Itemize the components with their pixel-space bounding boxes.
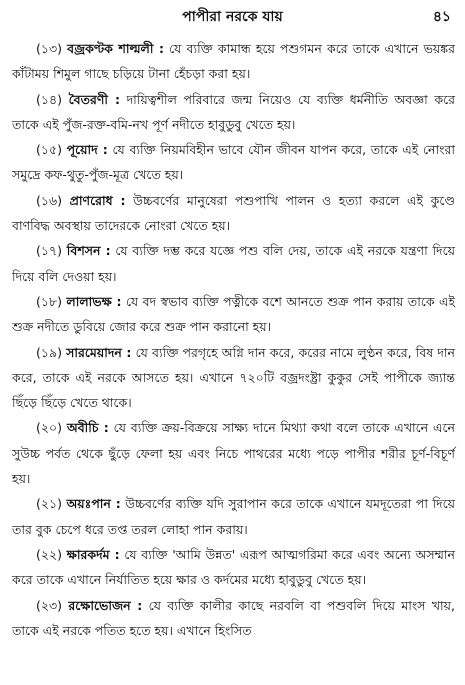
entry-14 xyxy=(12,87,455,138)
entry-name: অয়ঃপান : xyxy=(66,496,121,512)
entry-text: যে ব্যক্তি ক্রয়-বিক্রয়ে সাক্ষ্য দানে মিথ্যা কথা বলে তাকে এখানে এনে সুউচ্চ পর্বত থেকে ছুঁড়ে ফেলা হয় এবং নিচে পাথরের মধ্যে পড়ে পাপীর শরীর চূর্ণ-বিচূর্ণ হয়। xyxy=(12,420,455,487)
page-number: ৪১ xyxy=(432,9,451,25)
entry-text: যে ব্যক্তি পরগৃহে অগ্নি দান করে, করের নামে লুণ্ঠন করে, বিষ দান করে, তাকে এই নরকে আসতে হয়। এখানে ৭২০টি বজ্রদংষ্ট্রা কুকুর সেই পাপীকে জ্যান্ত ছিঁড়ে ছিঁড়ে খেতে থাকে। xyxy=(12,344,455,411)
page-header xyxy=(0,6,465,30)
entry-number: (২০) xyxy=(36,420,63,436)
entry-text: যে ব্যক্তি কালীর কাছে নরবলি বা পশুবলি দিয়ে মাংস খায়, তাকে এই নরকে পতিত হতে হয়। এখানে হিংসিত xyxy=(12,597,455,638)
entry-22 xyxy=(12,542,455,593)
entry-number: (২২) xyxy=(36,546,63,562)
entry-name: লালাভক্ষ : xyxy=(66,293,122,309)
body-text xyxy=(12,36,455,643)
entry-number: (১৬) xyxy=(36,192,62,208)
entry-name: প্রাণরোধ : xyxy=(69,192,126,208)
entry-name: অবীচি : xyxy=(66,420,109,436)
entry-text: যে ব্যক্তি দম্ভ করে যজ্ঞে পশু বলি দেয়, তাকে এই নরকে যন্ত্রণা দিয়ে দিয়ে বলি দেওয়া হয়। xyxy=(12,243,455,284)
entry-text: যে ব্যক্তি নিয়মবিহীন ভাবে যৌন জীবন যাপন করে, তাকে এই নোংরা সমুদ্রে কফ-থুতু-পুঁজ-মূত্র খেতে হয়। xyxy=(12,142,455,183)
entry-18 xyxy=(12,289,455,340)
entry-text: যে ব্যক্তি কামান্ধ হয়ে পশুগমন করে তাকে এখানে ভয়ঙ্কর কাঁটাময় শিমুল গাছে চড়িয়ে টানা হেঁচড়া করা হয়। xyxy=(12,41,455,82)
entry-19 xyxy=(12,340,455,416)
entry-number: (২১) xyxy=(36,496,62,512)
entry-number: (১৪) xyxy=(36,91,62,107)
entry-number: (২৩) xyxy=(36,597,63,613)
entry-text: যে বদ স্বভাব ব্যক্তি পত্নীকে বশে আনতে শুক্র পান করায় তাকে এই শুক্র নদীতে ডুবিয়ে জোর করে শুক্র পান করানো হয়। xyxy=(12,293,456,335)
entry-16 xyxy=(12,188,455,239)
entry-text: দায়িত্বশীল পরিবারে জন্ম নিয়েও যে ব্যক্তি ধর্মনীতি অবজ্ঞা করে তাকে এই পুঁজ-রক্ত-বমি-নখ পূর্ণ নদীতে হাবুডুবু খেতে হয়। xyxy=(12,91,455,132)
entry-15 xyxy=(12,137,455,188)
entry-number: (১৩) xyxy=(36,41,62,56)
running-title: পাপীরা নরকে যায় xyxy=(182,9,283,25)
entry-name: রক্ষোভোজন : xyxy=(68,597,143,613)
entry-name: বৈতরণী : xyxy=(68,91,120,107)
entry-text: উচ্চবর্ণের ব্যক্তি যদি সুরাপান করে তাকে এখানে যমদূতেরা পা দিয়ে তার বুক চেপে ধরে তপ্ত তরল লোহা পান করায়। xyxy=(12,496,455,537)
entry-name: পূয়োদ : xyxy=(66,142,108,158)
entry-text: উচ্চবর্ণের মানুষেরা পশুপাখি পালন ও হত্যা করলে এই কুণ্ডে বাণবিদ্ধ অবস্থায় তাদেরকে নোংরা খেতে হয়। xyxy=(12,192,455,234)
entry-17 xyxy=(12,238,455,289)
entry-text: যে ব্যক্তি 'আমি উন্নত' এরূপ আত্মগরিমা করে এবং অন্যে অসম্মান করে তাকে এখানে নির্যাতিত হয়ে ক্ষার ও কর্দমের মধ্যে হাবুডুবু খেতে হয়। xyxy=(12,546,455,588)
entry-name: বজ্রকণ্টক শাল্মলী : xyxy=(67,41,164,56)
entry-name: ক্ষারকর্দম : xyxy=(66,546,120,562)
entry-number: (১৭) xyxy=(36,243,62,259)
entry-number: (১৫) xyxy=(36,142,62,158)
entry-name: সারমেয়াদন : xyxy=(66,344,132,360)
entry-number: (১৯) xyxy=(36,344,62,360)
entry-name: বিশসন : xyxy=(66,243,111,259)
entry-21 xyxy=(12,491,455,542)
entry-20 xyxy=(12,415,455,491)
entry-23 xyxy=(12,593,455,644)
entry-13 xyxy=(12,36,455,87)
entry-number: (১৮) xyxy=(36,293,62,309)
